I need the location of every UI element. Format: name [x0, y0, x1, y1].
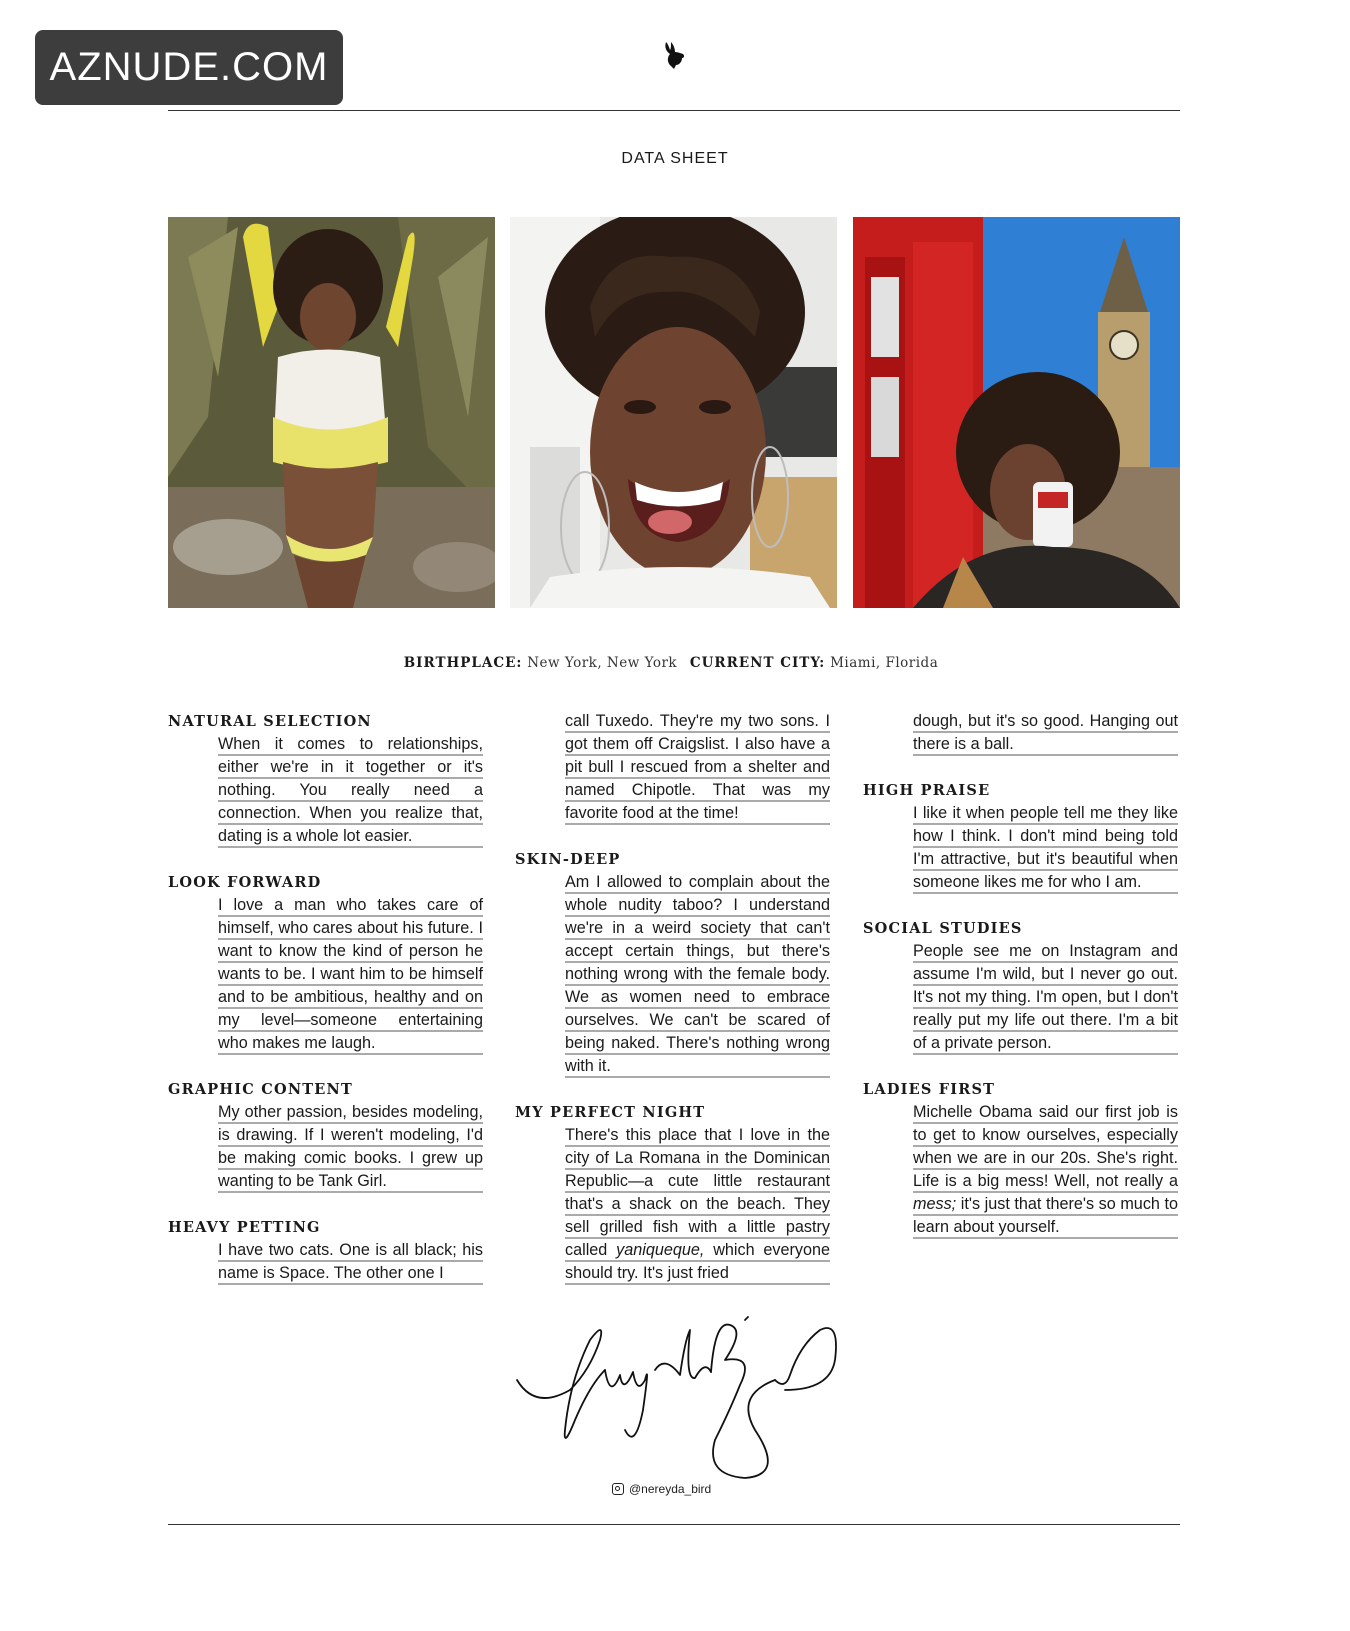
graphic-content-text: My other passion, besides modeling, is drawing. If I weren't modeling, I'd be making comic books. I grew up wanting to be Tank Girl.: [218, 1101, 483, 1193]
perfect-night-text: [565, 1124, 830, 1285]
look-forward-text: I love a man who takes care of himself, who cares about his future. I want to know the kind of person he wants to be. I want him to be himself and to be ambitious, healthy and on my level—someone entertaining who makes me laugh.: [218, 894, 483, 1055]
skin-deep-heading: SKIN-DEEP: [515, 851, 621, 868]
ladies-first-text-b: it's just that there's so much to learn about yourself.: [913, 1195, 1178, 1236]
birthplace-value: New York, New York: [527, 655, 678, 671]
heavy-petting-text: I have two cats. One is all black; his name is Space. The other one I: [218, 1239, 483, 1285]
current-city-value: Miami, Florida: [830, 655, 939, 671]
natural-selection-heading: NATURAL SELECTION: [168, 713, 372, 730]
top-rule: [168, 110, 1180, 111]
social-studies-text: People see me on Instagram and assume I'm wild, but I never go out. It's not my thing. I'm open, but I don't really put my life out there. I'm a bit of a private person.: [913, 940, 1178, 1055]
current-city-label: CURRENT CITY:: [689, 655, 826, 671]
section-title: DATA SHEET: [621, 150, 729, 167]
ladies-first-text-a: Michelle Obama said our first job is to get to know ourselves, especially when we are in our 20s. She's right. Life is a big mess! Well, not really a: [913, 1103, 1178, 1190]
bio-facts: [0, 655, 1350, 671]
graphic-content-heading: GRAPHIC CONTENT: [168, 1081, 353, 1098]
high-praise-heading: HIGH PRAISE: [863, 782, 991, 799]
ladies-first-heading: LADIES FIRST: [863, 1081, 996, 1098]
bottom-rule: [168, 1524, 1180, 1525]
skin-deep-text: Am I allowed to complain about the whole nudity taboo? I understand we're in a weird society that can't accept certain things, but there's nothing wrong with the female body. We as women need to embrace ourselves. We can't be scared of being naked. There's nothing wrong with it.: [565, 871, 830, 1078]
photo-london: [853, 217, 1180, 608]
column-3: [863, 710, 1178, 1262]
ladies-first-text: [913, 1101, 1178, 1239]
instagram-handle[interactable]: [612, 1482, 711, 1496]
look-forward-heading: LOOK FORWARD: [168, 874, 322, 891]
birthplace-label: BIRTHPLACE:: [403, 655, 523, 671]
perfect-night-text-continued: dough, but it's so good. Hanging out there is a ball.: [913, 710, 1178, 756]
heavy-petting-text-continued: call Tuxedo. They're my two sons. I got them off Craigslist. I also have a pit bull I rescued from a shelter and named Chipotle. That was my favorite food at the time!: [565, 710, 830, 825]
instagram-handle-text[interactable]: @nereyda_bird: [629, 1482, 712, 1496]
handwritten-signature: [515, 1300, 855, 1490]
mess-word: mess;: [913, 1195, 957, 1213]
heavy-petting-heading: HEAVY PETTING: [168, 1219, 321, 1236]
perfect-night-text-a: There's this place that I love in the city of La Romana in the Dominican Republic—a cute little restaurant that's a shack on the beach. They sell grilled fish with a little pastry called: [565, 1126, 830, 1259]
column-1: [168, 710, 483, 1308]
photo-garden: [168, 217, 495, 608]
instagram-icon: [612, 1483, 624, 1495]
photo-selfie: [510, 217, 837, 608]
rabbit-head-icon: [660, 40, 688, 70]
perfect-night-text-b: which everyone should try. It's just fried: [565, 1241, 830, 1282]
yaniqueque-word: yaniqueque,: [616, 1241, 705, 1259]
social-studies-heading: SOCIAL STUDIES: [863, 920, 1023, 937]
natural-selection-text: When it comes to relationships, either we're in it together or it's nothing. You really need a connection. When you realize that, dating is a whole lot easier.: [218, 733, 483, 848]
column-2: [515, 710, 830, 1308]
perfect-night-heading: MY PERFECT NIGHT: [515, 1104, 706, 1121]
high-praise-text: I like it when people tell me they like how I think. I don't mind being told I'm attractive, but it's beautiful when someone likes me for who I am.: [913, 802, 1178, 894]
watermark: AZNUDE.COM: [35, 30, 343, 105]
